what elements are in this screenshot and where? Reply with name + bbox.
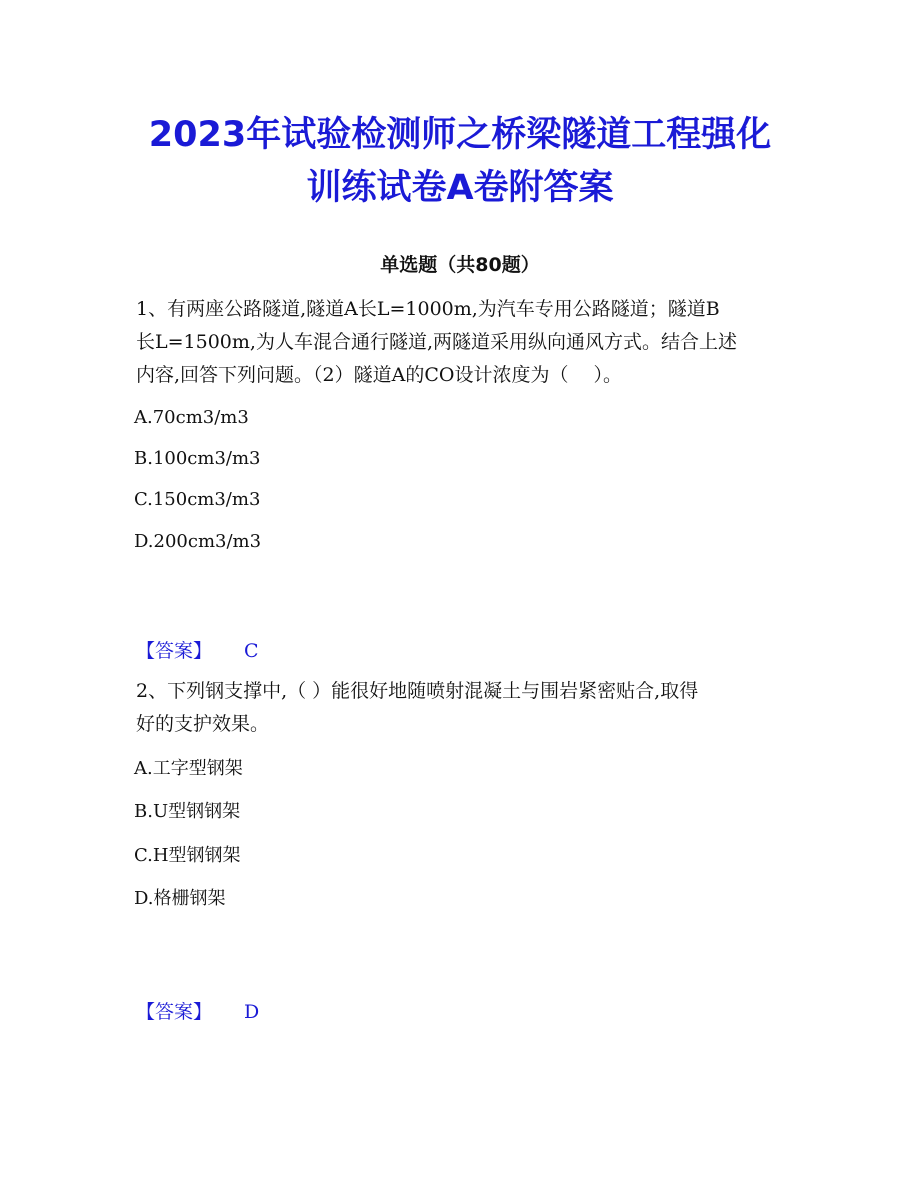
document-title-line-2: 训练试卷A卷附答案 (306, 168, 614, 208)
question-text-line: 1、有两座公路隧道,隧道A长L=1000m,为汽车专用公路隧道；隧道B (136, 298, 720, 320)
section-heading: 单选题（共80题） (380, 254, 540, 276)
option-b: B.U型钢钢架 (134, 801, 241, 822)
question-text-line: 2、下列钢支撑中,（ ）能很好地随喷射混凝土与围岩紧密贴合,取得 (136, 680, 699, 702)
option-a: A.70cm3/m3 (134, 407, 249, 428)
question-text-line: 好的支护效果。 (136, 713, 270, 735)
question-text-line: 长L=1500m,为人车混合通行隧道,两隧道采用纵向通风方式。结合上述 (136, 331, 737, 353)
option-d: D.200cm3/m3 (134, 531, 262, 552)
option-b: B.100cm3/m3 (134, 448, 261, 469)
option-c: C.150cm3/m3 (134, 489, 261, 510)
option-c: C.H型钢钢架 (134, 845, 241, 866)
option-d: D.格栅钢架 (134, 888, 226, 909)
answer-value: D (244, 1001, 260, 1023)
answer-line (136, 636, 259, 666)
document-title-line-1: 2023年试验检测师之桥梁隧道工程强化 (148, 115, 772, 155)
answer-line (136, 997, 259, 1027)
answer-value: C (244, 640, 259, 662)
answer-label: 【答案】 (136, 640, 213, 662)
answer-label: 【答案】 (136, 1001, 213, 1023)
option-a: A.工字型钢架 (134, 758, 243, 779)
question-text-line: 内容,回答下列问题。（2）隧道A的CO设计浓度为（ ）。 (136, 364, 623, 386)
